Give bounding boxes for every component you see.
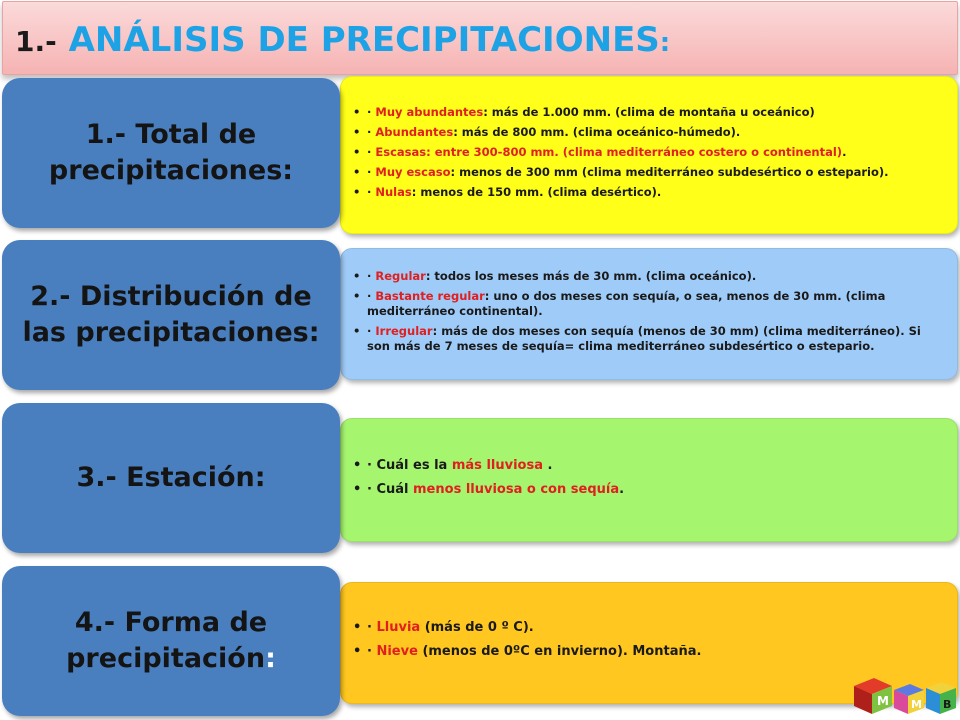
list-item: • · Bastante regular: uno o dos meses con sequía, o sea, menos de 30 mm. (clima mediterráneo continental).	[353, 289, 945, 319]
section-3-panel	[340, 418, 958, 542]
list-item: • · Muy escaso: menos de 300 mm (clima mediterráneo subdesértico o estepario).	[353, 165, 945, 180]
title-number: 1.-	[15, 25, 57, 58]
section-2-list	[353, 269, 945, 359]
list-item: • · Abundantes: más de 800 mm. (clima oceánico-húmedo).	[353, 125, 945, 140]
list-item: • · Muy abundantes: más de 1.000 mm. (clima de montaña u oceánico)	[353, 105, 945, 120]
section-4-label-colon: :	[265, 643, 276, 674]
list-item: • · Nulas: menos de 150 mm. (clima desértico).	[353, 185, 945, 200]
section-4-list	[353, 619, 945, 667]
section-2-label: 2.- Distribución de las precipitaciones:	[2, 240, 340, 390]
title-bar	[2, 1, 958, 75]
list-item: • · Cuál menos lluviosa o con sequía.	[353, 481, 945, 498]
logo-letter-2: M	[911, 698, 922, 711]
list-item: • · Nieve (menos de 0ºC en invierno). Montaña.	[353, 643, 945, 660]
section-2-panel	[340, 248, 958, 380]
block-1	[854, 678, 892, 714]
section-3-label: 3.- Estación:	[2, 403, 340, 553]
list-item: • · Regular: todos los meses más de 30 mm. (clima oceánico).	[353, 269, 945, 284]
list-item: • · Cuál es la más lluviosa .	[353, 457, 945, 474]
page-title	[15, 20, 670, 60]
list-item: • · Irregular: más de dos meses con sequía (menos de 30 mm) (clima mediterráneo). Si son más de 7 meses de sequía= clima mediterráneo subdesértico o estepario.	[353, 324, 945, 354]
colored-blocks-logo-icon	[850, 672, 958, 718]
section-3-list	[353, 457, 945, 505]
section-1-panel	[340, 76, 958, 234]
section-1-list	[353, 105, 945, 205]
title-main: ANÁLISIS DE PRECIPITACIONES	[68, 20, 660, 60]
logo-letter-3: B	[943, 698, 952, 711]
section-1-label: 1.- Total de precipitaciones:	[2, 78, 340, 228]
section-4-label-text: 4.- Forma de precipitación	[66, 607, 268, 674]
block-2	[894, 684, 924, 714]
block-3	[926, 682, 956, 714]
list-item: • · Lluvia (más de 0 º C).	[353, 619, 945, 636]
title-colon: :	[659, 28, 671, 58]
logo-letter-1: M	[877, 694, 889, 708]
list-item: • · Escasas: entre 300-800 mm. (clima mediterráneo costero o continental).	[353, 145, 945, 160]
section-4-label	[2, 566, 340, 716]
